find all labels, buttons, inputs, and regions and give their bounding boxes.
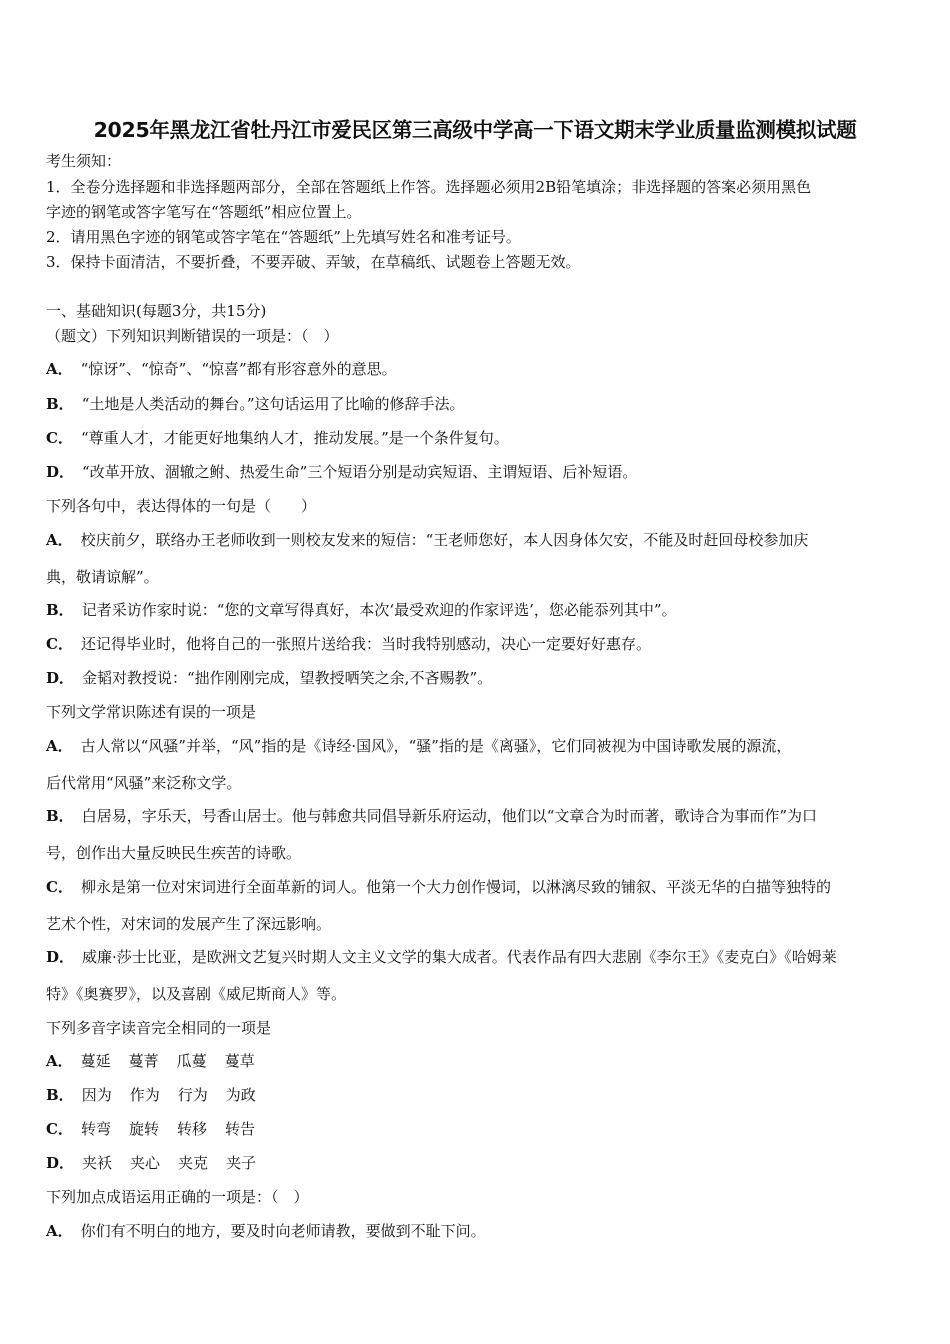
word: 夹克 (178, 1154, 209, 1172)
option-b (46, 394, 465, 414)
word: 转移 (176, 1120, 207, 1138)
option-label: B． (46, 601, 74, 619)
word: 行为 (177, 1086, 208, 1104)
option-b (46, 600, 677, 620)
option-c (46, 877, 831, 897)
option-d (46, 1153, 256, 1173)
word: 夹子 (226, 1154, 257, 1172)
word: 蔓草 (224, 1052, 255, 1070)
word: 蔓延 (80, 1052, 111, 1070)
word: 夹心 (130, 1154, 161, 1172)
option-text: “惊讶”、“惊奇”、“惊喜”都有形容意外的意思。 (80, 360, 397, 378)
option-label: C． (46, 878, 73, 896)
option-label: B． (46, 807, 74, 825)
question-stem: （题文）下列知识判断错误的一项是：（ ） (46, 327, 339, 345)
page-title: 2025年黑龙江省牡丹江市爱民区第三高级中学高一下语文期末学业质量监测模拟试题 (93, 118, 857, 142)
option-continuation: 艺术个性，对宋词的发展产生了深远影响。 (46, 915, 332, 933)
option-label: A． (46, 737, 73, 755)
option-b (46, 806, 817, 826)
option-label: A． (46, 1222, 73, 1240)
option-a (46, 530, 808, 550)
question-stem: 下列各句中，表达得体的一句是（ ） (46, 497, 317, 515)
option-label: C． (46, 635, 73, 653)
option-label: A． (46, 360, 73, 378)
word: 旋转 (128, 1120, 159, 1138)
section-heading: 一、基础知识(每题3分，共15分) (46, 302, 267, 320)
option-label: A． (46, 531, 73, 549)
notice-item: 2．请用黑色字迹的钢笔或答字笔在“答题纸”上先填写姓名和准考证号。 (46, 228, 521, 246)
option-text: 校庆前夕，联络办王老师收到一则校友发来的短信：“王老师您好，本人因身体欠安，不能及时赶回母校参加庆 (80, 531, 809, 549)
question-stem: 下列加点成语运用正确的一项是：（ ） (46, 1188, 309, 1206)
option-c (46, 634, 651, 654)
option-a (46, 359, 397, 379)
option-text: “土地是人类活动的舞台。”这句话运用了比喻的修辞手法。 (81, 395, 465, 413)
notice-heading: 考生须知： (46, 152, 122, 170)
option-text: 柳永是第一位对宋词进行全面革新的词人。他第一个大力创作慢词，以淋漓尽致的铺叙、平淡无华的白描等独特的 (80, 878, 831, 896)
option-a (46, 1221, 486, 1241)
word: 瓜蔓 (176, 1052, 207, 1070)
option-b (46, 1085, 256, 1105)
option-text: 威廉·莎士比亚，是欧洲文艺复兴时期人文主义文学的集大成者。代表作品有四大悲剧《李尔王》《麦克白》《哈姆莱 (82, 948, 837, 966)
option-text: “改革开放、涸辙之鲋、热爱生命”三个短语分别是动宾短语、主谓短语、后补短语。 (82, 463, 638, 481)
option-label: D． (46, 669, 75, 687)
option-label: D． (46, 1154, 75, 1172)
option-a (46, 736, 791, 756)
option-d (46, 947, 837, 967)
word: 为政 (225, 1086, 256, 1104)
word: 作为 (129, 1086, 160, 1104)
option-label: A． (46, 1052, 73, 1070)
option-text: 记者采访作家时说：“您的文章写得真好，本次‘最受欢迎的作家评选’，您必能忝列其中”。 (81, 601, 677, 619)
option-c (46, 428, 509, 448)
option-label: B． (46, 1086, 74, 1104)
option-text: 你们有不明白的地方，要及时向老师请教，要做到不耻下问。 (80, 1222, 486, 1240)
word: 因为 (81, 1086, 112, 1104)
word: 蔓菁 (128, 1052, 159, 1070)
option-d (46, 668, 492, 688)
option-c (46, 1119, 255, 1139)
word: 夹袄 (82, 1154, 113, 1172)
word: 转弯 (80, 1120, 111, 1138)
option-text: 还记得毕业时，他将自己的一张照片送给我：当时我特别感动，决心一定要好好惠存。 (80, 635, 651, 653)
option-continuation: 号，创作出大量反映民生疾苦的诗歌。 (46, 844, 302, 862)
option-label: D． (46, 463, 75, 481)
option-text: 古人常以“风骚”并举，“风”指的是《诗经·国风》，“骚”指的是《离骚》，它们同被视为中国诗歌发展的源流， (80, 737, 792, 755)
option-continuation: 典，敬请谅解”。 (46, 568, 159, 586)
notice-item: 3．保持卡面清洁，不要折叠，不要弄破、弄皱，在草稿纸、试题卷上答题无效。 (46, 253, 581, 271)
word: 转告 (225, 1120, 256, 1138)
option-continuation: 后代常用“风骚”来泛称文学。 (46, 774, 242, 792)
option-label: B． (46, 395, 74, 413)
option-text: “尊重人才，才能更好地集纳人才，推动发展。”是一个条件复句。 (80, 429, 509, 447)
option-d (46, 462, 637, 482)
option-label: C． (46, 429, 73, 447)
option-text: 金韬对教授说：“拙作刚刚完成，望教授哂笑之余,不吝赐教”。 (82, 669, 493, 687)
question-stem: 下列多音字读音完全相同的一项是 (46, 1019, 272, 1037)
option-a (46, 1051, 255, 1071)
question-stem: 下列文学常识陈述有误的一项是 (46, 703, 257, 721)
option-label: C． (46, 1120, 73, 1138)
notice-item: 1．全卷分选择题和非选择题两部分，全部在答题纸上作答。选择题必须用2B铅笔填涂；非选择题的答案必须用黑色 (46, 178, 812, 196)
option-label: D． (46, 948, 75, 966)
notice-item: 字迹的钢笔或答字笔写在“答题纸”相应位置上。 (46, 203, 362, 221)
option-text: 白居易，字乐天，号香山居士。他与韩愈共同倡导新乐府运动，他们以“文章合为时而著，歌诗合为事而作”为口 (81, 807, 818, 825)
option-continuation: 特》《奥赛罗》，以及喜剧《威尼斯商人》等。 (46, 985, 347, 1003)
